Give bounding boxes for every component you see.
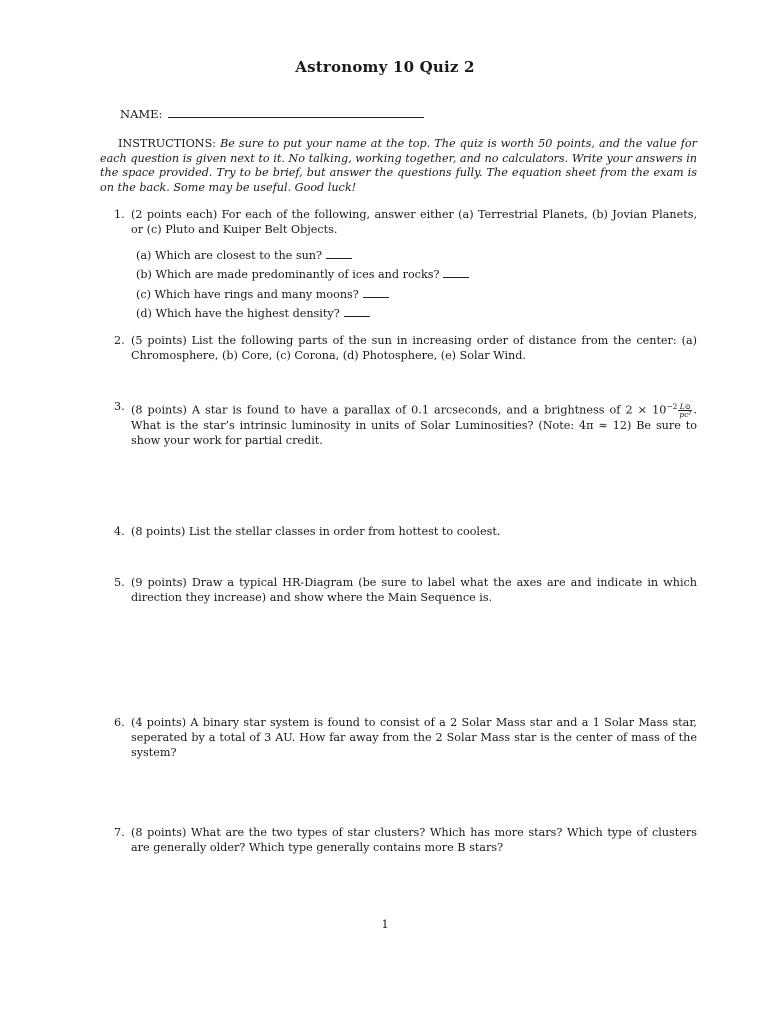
answer-blank [326, 258, 352, 259]
instructions-label: INSTRUCTIONS: [118, 137, 217, 150]
question-1 [114, 207, 697, 237]
question-number: 3. [114, 400, 125, 413]
question-number: 7. [114, 826, 125, 839]
question-3 [114, 399, 697, 448]
question-text: (8 points) List the stellar classes in order from hottest to coolest. [131, 525, 501, 538]
name-label: NAME: [120, 107, 163, 121]
question-7 [114, 825, 697, 855]
answer-blank [443, 277, 469, 278]
question-2 [114, 333, 697, 363]
part-text: (d) Which have the highest density? [136, 307, 340, 320]
question-1-part-d [136, 306, 370, 321]
instructions-text: Be sure to put your name at the top. The quiz is worth 50 points, and the value for each question is given next to it. No talking, working together, and no calculators. Write your answers in the space provided. Try to be brief, but answer the questions fully. The equation sheet from the exam is on the back. Some may be useful. Good luck! [100, 137, 697, 194]
instructions [100, 137, 697, 195]
answer-blank [363, 297, 389, 298]
page-number: 1 [381, 918, 389, 931]
part-text: (b) Which are made predominantly of ices and rocks? [136, 268, 440, 281]
answer-blank [344, 316, 370, 317]
question-5 [114, 575, 697, 605]
question-1-part-b [136, 267, 469, 282]
name-blank-line [168, 117, 424, 118]
question-number: 5. [114, 576, 125, 589]
part-text: (c) Which have rings and many moons? [136, 288, 359, 301]
question-number: 4. [114, 525, 125, 538]
part-text: (a) Which are closest to the sun? [136, 249, 323, 262]
exponent: −2 [666, 402, 678, 411]
luminosity-fraction: $\frac{L⊙}{\text{pc²}}$ [679, 402, 692, 420]
question-text: (9 points) Draw a typical HR-Diagram (be sure to label what the axes are and indicate in which direction they increase) and show where the Main Sequence is. [131, 576, 697, 604]
question-6 [114, 715, 697, 760]
page-title: Astronomy 10 Quiz 2 [295, 58, 475, 76]
question-text: (4 points) A binary star system is found to consist of a 2 Solar Mass star and a 1 Solar Mass star, seperated by a total of 3 AU. How far away from the 2 Solar Mass star is the center of mass of the system? [131, 716, 697, 759]
question-number: 1. [114, 208, 125, 221]
question-4 [114, 524, 697, 539]
question-number: 6. [114, 716, 125, 729]
question-1-part-a [136, 248, 352, 263]
question-text: (8 points) A star is found to have a parallax of 0.1 arcseconds, and a brightness of $2 \times 10^{-2}$ $\frac{L⊙}{\text{pc²}}$ . What is the star’s intrinsic luminosity in units of Solar Luminosities? (Note: 4π ≈ 12) Be sure to show your work for partial credit. [131, 402, 697, 448]
question-1-part-c [136, 287, 389, 302]
question-text: (8 points) What are the two types of star clusters? Which has more stars? Which type of clusters are generally older? Which type generally contains more B stars? [131, 826, 697, 854]
question-text: (2 points each) For each of the following, answer either (a) Terrestrial Planets, (b) Jovian Planets, or (c) Pluto and Kuiper Belt Objects. [131, 208, 697, 236]
question-number: 2. [114, 334, 125, 347]
question-text: (5 points) List the following parts of the sun in increasing order of distance from the center: (a) Chromosphere, (b) Core, (c) Corona, (d) Photosphere, (e) Solar Wind. [131, 334, 697, 362]
